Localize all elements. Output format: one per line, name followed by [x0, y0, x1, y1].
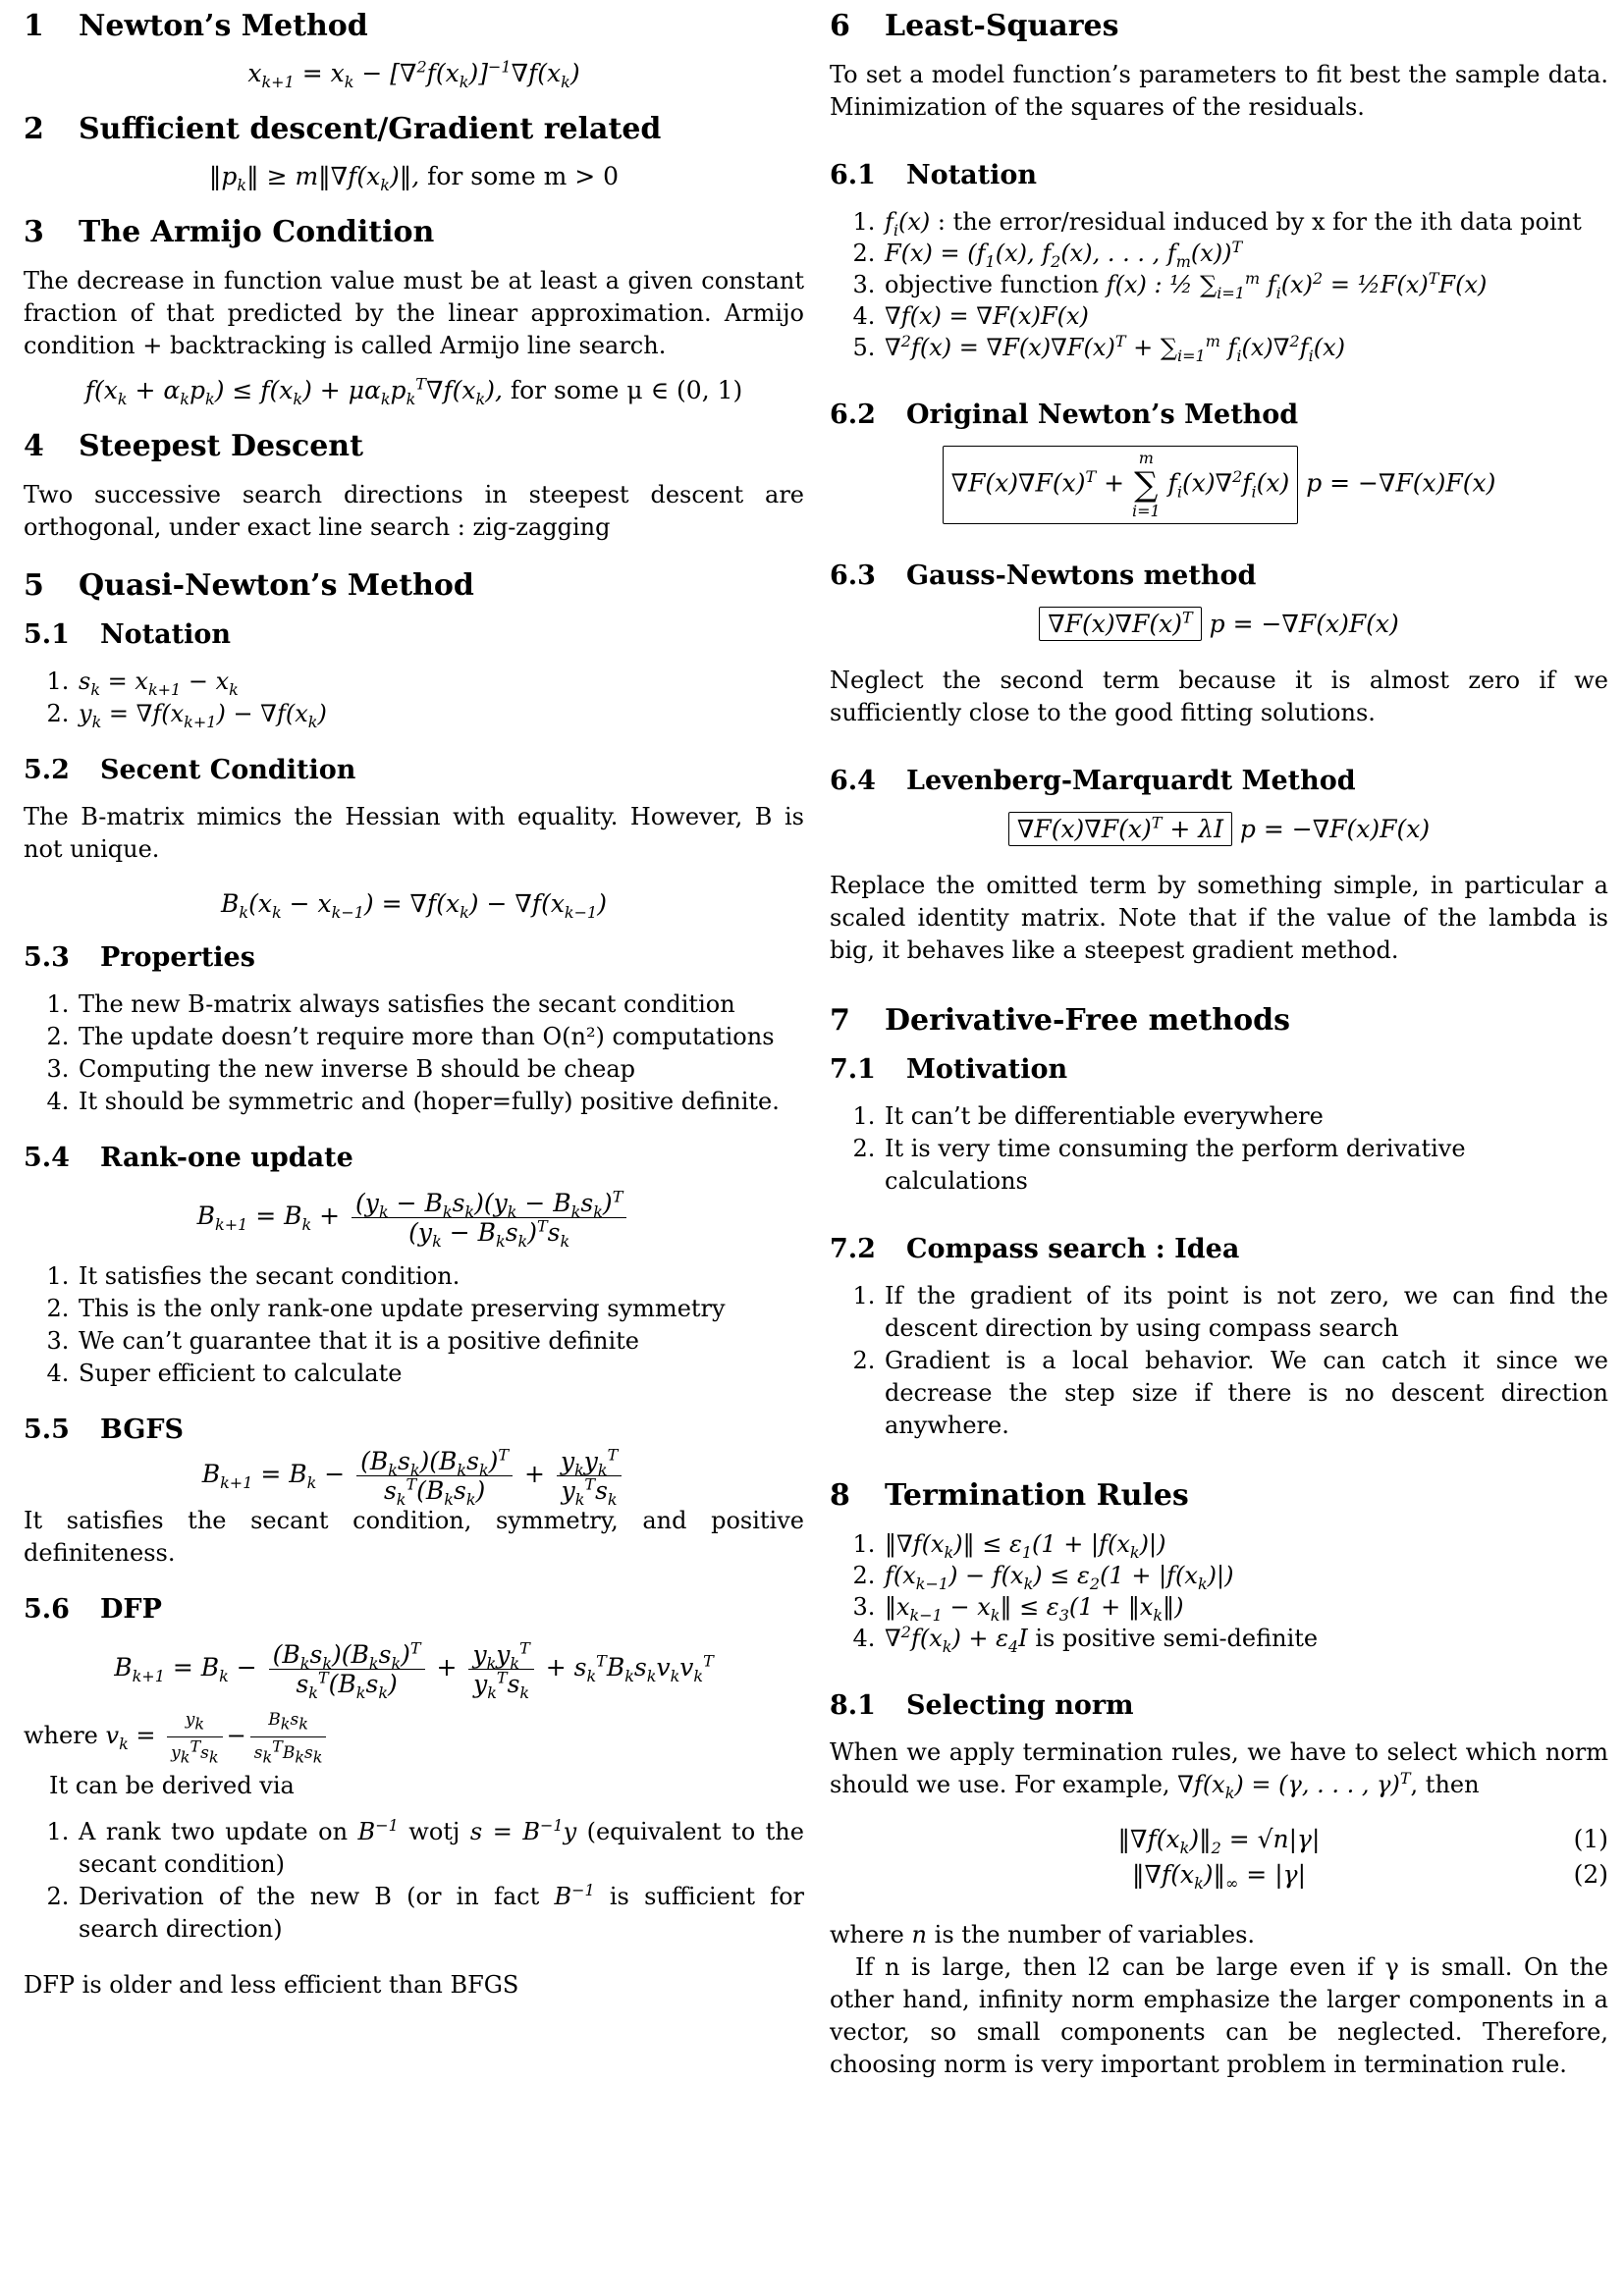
- termination-list: [830, 1528, 1608, 1654]
- right-column: [830, 8, 1608, 2081]
- subsection-heading: 8.1 Selecting norm: [830, 1690, 1134, 1721]
- bgfs-text: It satisfies the secant condition, symmetry, and positive definiteness.: [24, 1507, 804, 1567]
- subsection-heading: 5.2 Secent Condition: [24, 755, 356, 785]
- lm-text: Replace the omitted term by something simple, in particular a scaled identity matrix. Note that if the value of the lambda is big, it behaves like a steepest gradient method.: [830, 872, 1608, 964]
- rank-one-equation: $B_{k+1} = B_k$ + $\frac{(y_k - B_ks_k)(y_k - B_ks_k)^T}{(y_k - B_ks_k)^Ts_k}$: [24, 1189, 804, 1247]
- list-item: 3. Computing the new inverse B should be cheap: [77, 1053, 804, 1086]
- properties-list: [24, 988, 804, 1118]
- rank-one-list: [24, 1260, 804, 1390]
- subsection-heading: 7.2 Compass search : Idea: [830, 1234, 1240, 1264]
- list-item: 3. $‖x_{k-1}$ − $x_k‖ \le \varepsilon_3(1$ + $‖x_k‖$): [883, 1591, 1608, 1623]
- list-item: 1. If the gradient of its point is not zero, we can find the descent direction by using compass search: [883, 1280, 1608, 1345]
- subsection-heading: 6.3 Gauss-Newtons method: [830, 561, 1257, 591]
- list-item: 5. $\nabla^2f(x) = \nabla F(x)\nabla F(x)^T + \sum_{i=1}^m$ $f_i(x)\nabla^2f_i(x)$: [883, 332, 1608, 363]
- dfp-footer: DFP is older and less efficient than BFGS: [24, 1971, 519, 1999]
- ls-newton-equation: $\nabla F(x)\nabla F(x)^T$ + m ∑ i=1 $f_i(x)\nabla^2f_i(x) p = -\nabla F(x)F(x)$: [830, 446, 1608, 524]
- norm-text: When we apply termination rules, we have to select which norm should we use. For example, $\nabla f(x_k) = (\gamma$, . . . , γ)$^T$, then: [830, 1738, 1608, 1802]
- list-item: 2. $F(x) = (f_1(x)$, $f_2(x)$, . . . , $f_m(x))^T$: [883, 238, 1608, 269]
- subsection-heading: 7.1 Motivation: [830, 1054, 1068, 1085]
- gauss-newton-equation: $\nabla F(x)\nabla F(x)^T$ p = −∇F(x)F(x): [830, 607, 1608, 641]
- list-item: 1. $f_i(x)$ : the error/residual induced by x for the ith data point: [883, 206, 1608, 238]
- subsection-heading: 5.1 Notation: [24, 619, 232, 650]
- list-item: 4. $\nabla^2f(x_k) + \varepsilon_4I$ is positive semi-definite: [883, 1623, 1608, 1654]
- list-item: 1. It can’t be differentiable everywhere: [883, 1100, 1608, 1133]
- armijo-text: The decrease in function value must be at least a given constant fraction of that predicted by the linear approximation. Armijo condition + backtracking is called Armijo line search.: [24, 267, 804, 359]
- gauss-newton-text: Neglect the second term because it is almost zero if we sufficiently close to the good fitting solutions.: [830, 667, 1608, 726]
- dfp-list: [24, 1816, 804, 1946]
- section-heading: 1 Newton’s Method: [24, 9, 368, 43]
- newton-equation: $x_{k+1} = x_k - [\nabla^2f(x_k)]^{-1}\nabla f(x_k)$: [247, 57, 580, 91]
- list-item: 2. The update doesn’t require more than O(n²) computations: [77, 1021, 804, 1053]
- subsection-heading: 6.2 Original Newton’s Method: [830, 400, 1299, 430]
- section-heading: 2 Sufficient descent/Gradient related: [24, 112, 662, 146]
- list-item: 2. $y_k = \nabla f(x_{k+1}) - \nabla f(x_k)$: [77, 698, 804, 730]
- list-item: 1. The new B-matrix always satisfies the secant condition: [77, 988, 804, 1021]
- subsection-heading: 5.6 DFP: [24, 1594, 162, 1625]
- list-item: 1. $s_k = x_{k+1} - x_k$: [77, 666, 804, 698]
- secant-text: The B-matrix mimics the Hessian with equality. However, B is not unique.: [24, 803, 804, 863]
- list-item: 2. This is the only rank-one update preserving symmetry: [77, 1293, 804, 1325]
- armijo-equation: $f(x_k + \alpha_kp_k) \le f(x_k) + \mu\alpha_kp_k^T\nabla f(x_k)$, for some μ ∈ (0, 1): [84, 374, 743, 408]
- motivation-list: [830, 1100, 1608, 1198]
- compass-list: [830, 1280, 1608, 1442]
- subsection-heading: 5.4 Rank-one update: [24, 1143, 353, 1173]
- qn-notation-list: [24, 666, 804, 730]
- least-squares-intro: To set a model function’s parameters to fit best the sample data. Minimization of the squares of the residuals.: [830, 61, 1608, 121]
- list-item: 2. $f(x_{k-1}) - f(x_k) \le \varepsilon_2(1 + |f(x_k)|)$: [883, 1560, 1608, 1591]
- list-item: 4. It should be symmetric and (hoper=fully) positive definite.: [77, 1086, 804, 1118]
- norm-where: where n is the number of variables.: [830, 1921, 1256, 1949]
- steepest-descent-text: Two successive search directions in steepest descent are orthogonal, under exact line search : zig-zagging: [24, 481, 804, 541]
- section-heading: 3 The Armijo Condition: [24, 215, 435, 249]
- subsection-heading: 6.1 Notation: [830, 160, 1038, 190]
- list-item: 3. objective function f(x) : ½ $\sum_{i=1}^m$ $f_i(x)^2$ = $\frac{1}{2}F(x)^TF(x)$: [883, 269, 1608, 300]
- section-heading: 7 Derivative-Free methods: [830, 1003, 1290, 1038]
- dfp-equation: $B_{k+1} = B_k$ − $\frac{(B_ks_k)(B_ks_k)^T}{s_k^T(B_ks_k)}$ + $\frac{y_ky_k^T}{y_k^Ts_k}$ + $s_k^TB_ks_kv_kv_k^T$: [114, 1638, 714, 1702]
- norm-equation-1: $‖\nabla f(x_k)‖_2 = √n|\gamma|$ (1): [1117, 1825, 1608, 1857]
- ls-notation-list: [830, 206, 1608, 363]
- secant-equation: $B_k(x_k - x_{k-1}) = \nabla f(x_k) - \nabla f(x_{k-1})$: [221, 889, 607, 922]
- list-item: 2. Derivation of the new B (or in fact $B^{-1}$ is sufficient for search direction): [77, 1881, 804, 1946]
- left-column: [24, 8, 804, 2002]
- lm-equation: $\nabla F(x)\nabla F(x)^T + \lambda I$ p = −∇F(x)F(x): [830, 812, 1608, 846]
- list-item: 4. Super efficient to calculate: [77, 1358, 804, 1390]
- list-item: 1. $‖\nabla f(x_k)‖ \le \varepsilon_1(1 + |f(x_k)|)$: [883, 1528, 1608, 1560]
- subsection-heading: 6.4 Levenberg-Marquardt Method: [830, 766, 1356, 796]
- list-item: 2. It is very time consuming the perform derivative calculations: [883, 1133, 1608, 1198]
- section-heading: 5 Quasi-Newton’s Method: [24, 568, 474, 603]
- list-item: 3. We can’t guarantee that it is a positive definite: [77, 1325, 804, 1358]
- list-item: 1. A rank two update on $B^{-1}$ wotj $s = B^{-1}y$ (equivalent to the secant condition): [77, 1816, 804, 1881]
- subsection-heading: 5.3 Properties: [24, 942, 255, 973]
- list-item: 4. ∇f(x) = ∇F(x)F(x): [883, 300, 1608, 332]
- norm-equation-2: $‖\nabla f(x_k)‖_\infty = |\gamma|$ (2): [1132, 1860, 1608, 1893]
- section-heading: 8 Termination Rules: [830, 1478, 1189, 1513]
- subsection-heading: 5.5 BGFS: [24, 1415, 185, 1445]
- section-heading: 6 Least-Squares: [830, 9, 1119, 43]
- list-item: 2. Gradient is a local behavior. We can catch it since we decrease the step size if there is no descent direction anywhere.: [883, 1345, 1608, 1442]
- list-item: 1. It satisfies the secant condition.: [77, 1260, 804, 1293]
- dfp-derived: It can be derived via: [49, 1772, 295, 1799]
- section-heading: 4 Steepest Descent: [24, 429, 363, 463]
- dfp-where: where $v_k$ = $\frac{y_k}{y_k^Ts_k}$ − $\frac{B_ks_k}{s_k^TB_ks_k}$: [24, 1704, 804, 1770]
- sufficient-descent-equation: $‖p_k‖$ ≥ $m‖\nabla f(x_k)‖$, for some m > 0: [208, 162, 620, 194]
- norm-closing: If n is large, then l2 can be large even if γ is small. On the other hand, infinity norm emphasize the larger components in a vector, so small components can be neglected. Therefore, choosing norm is very important problem in termination rule.: [830, 1953, 1608, 2078]
- bgfs-equation: $B_{k+1} = B_k$ − $\frac{(B_ks_k)(B_ks_k)^T}{s_k^T(B_ks_k)}$ + $\frac{y_ky_k^T}{y_k^Ts_k}$: [24, 1447, 804, 1505]
